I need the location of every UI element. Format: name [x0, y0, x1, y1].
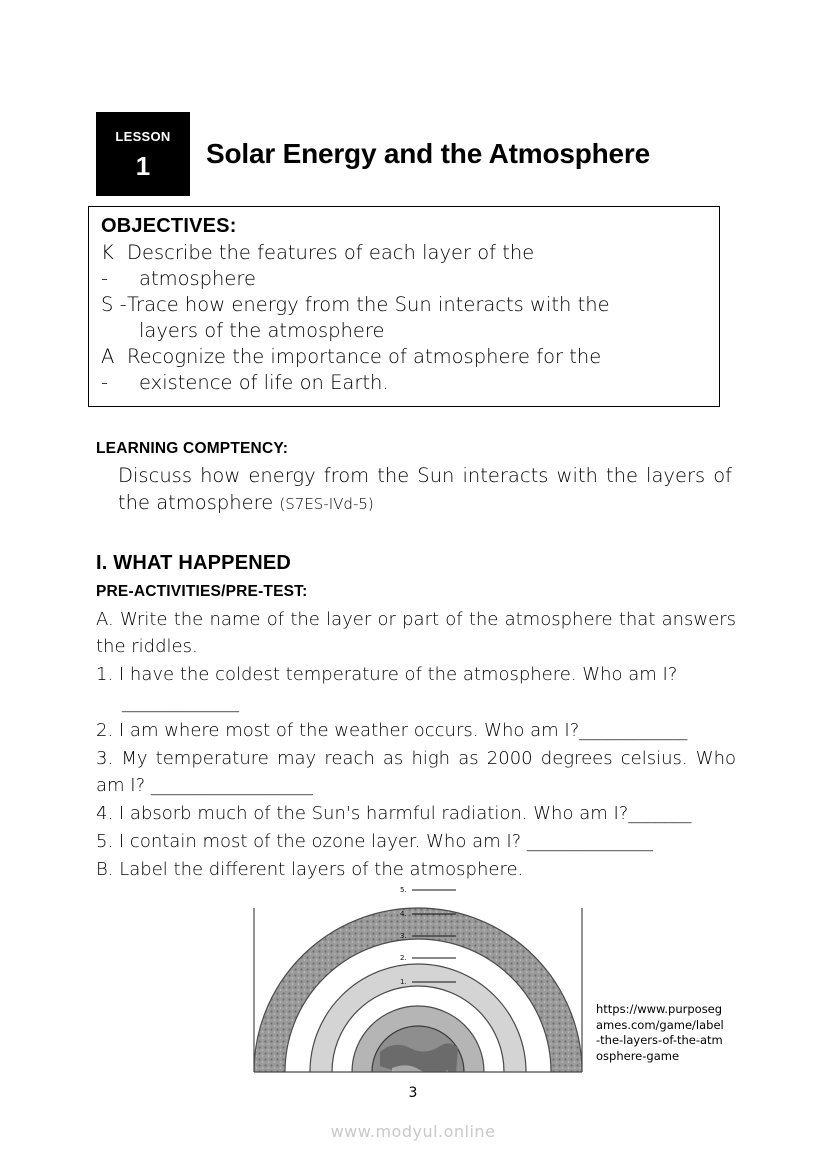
objective-line-1: Trace how energy from the Sun interacts with the [127, 292, 610, 316]
learning-competency-code: (S7ES-IVd-5) [279, 495, 374, 514]
figure-label-2: 2. [400, 954, 407, 962]
objective-line-2: atmosphere [139, 266, 256, 290]
question-1-blank-line: _____________ [122, 692, 239, 713]
figure-source-credit: https://www.purposegames.com/game/label-the-layers-of-the-atmosphere-game [596, 1002, 724, 1063]
objective-key: S - [101, 292, 127, 316]
pre-activities-label: PRE-ACTIVITIES/PRE-TEST: [96, 583, 308, 600]
learning-competency-body: Discuss how energy from the Sun interacts with the layers of the atmosphere [118, 464, 732, 515]
page-title: Solar Energy and the Atmosphere [206, 138, 650, 169]
objective-key: A - [101, 344, 115, 394]
objective-line-1: Describe the features of each layer of the [127, 241, 535, 264]
lesson-badge-word: LESSON [115, 128, 171, 144]
instruction-a: A. Write the name of the layer or part of the atmosphere that answers the riddles. [96, 609, 736, 657]
question-5: 5. I contain most of the ozone layer. Who am I? ______________ [96, 831, 653, 852]
question-3: 3. My temperature may reach as high as 2000 degrees celsius. Who am I? __________________ [96, 748, 736, 796]
objectives-box [88, 206, 720, 407]
figure-label-4: 4. [400, 910, 407, 918]
question-4: 4. I absorb much of the Sun's harmful radiation. Who am I?_______ [96, 803, 692, 824]
pre-test-body [96, 606, 736, 884]
figure-label-1: 1. [400, 978, 407, 986]
objective-line-1: Recognize the importance of atmosphere for the [127, 344, 602, 368]
atmosphere-layers-figure [252, 872, 584, 1080]
lesson-badge-number: 1 [135, 150, 151, 181]
figure-label-3: 3. [400, 932, 407, 940]
objective-line-2: existence of life on Earth. [139, 370, 389, 394]
objectives-heading: OBJECTIVES: [101, 215, 237, 237]
objective-text [127, 292, 707, 344]
objective-key: K - [101, 241, 114, 290]
objective-item [101, 292, 707, 344]
objective-item [101, 344, 707, 396]
watermark: www.modyul.online [330, 1122, 496, 1141]
question-1-blank [96, 689, 736, 716]
objective-item [101, 240, 707, 292]
learning-competency-label: LEARNING COMPTENCY: [96, 440, 289, 457]
question-1: 1. I have the coldest temperature of the atmosphere. Who am I? [96, 664, 678, 685]
objective-line-2: layers of the atmosphere [139, 318, 385, 342]
objective-text [127, 344, 707, 396]
lesson-badge [96, 112, 190, 196]
instruction-b: B. Label the different layers of the atmosphere. [96, 859, 524, 880]
page-number: 3 [408, 1085, 418, 1101]
figure-label-5: 5. [400, 886, 407, 894]
objective-text [127, 240, 707, 292]
section-title: I. WHAT HAPPENED [96, 552, 292, 574]
question-2: 2. I am where most of the weather occurs. Who am I?____________ [96, 720, 688, 741]
lesson-header [96, 112, 736, 196]
learning-competency-text [118, 462, 732, 517]
